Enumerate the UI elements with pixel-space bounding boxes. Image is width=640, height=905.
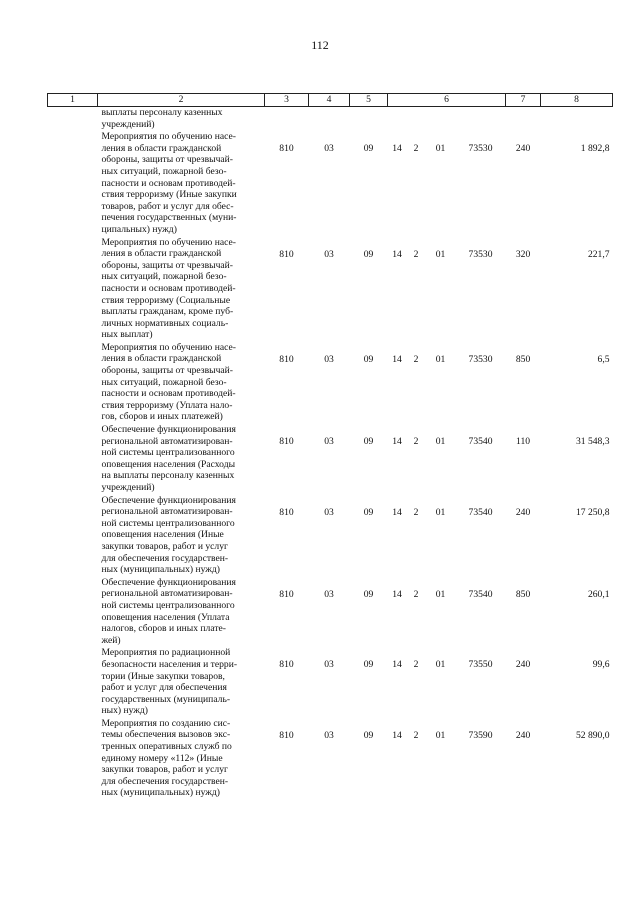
cell-amount: 31 548,3 (575, 436, 610, 448)
cell-program-code: 14 (392, 588, 402, 600)
cell-subsection-code: 09 (363, 353, 374, 365)
cell-section-code: 03 (324, 248, 334, 260)
table-row (48, 494, 613, 576)
cell-col-1 (48, 341, 98, 423)
cell-ministry-code: 810 (279, 436, 294, 448)
cell-ministry-code: 810 (279, 588, 294, 600)
cell-subsection-code: 09 (363, 248, 374, 260)
cell-subprogram-code: 2 (413, 588, 419, 600)
cell-program-code: 14 (392, 506, 402, 518)
cell-subsection-code: 09 (363, 506, 374, 518)
cell-program-code: 14 (392, 353, 402, 365)
cell-name: Обеспечение функционирования региональной автоматизирован- ной системы централизованного оповещения населения (Уплата налогов, сборов и иных плате- жей) (101, 576, 236, 646)
cell-col-1 (48, 236, 98, 341)
cell-main-event-code: 01 (435, 353, 446, 365)
cell-name: Обеспечение функционирования региональной автоматизирован- ной системы централизованного оповещения населения (Расходы на выплаты персоналу казенных учреждений) (101, 424, 236, 493)
cell-program-code: 14 (392, 436, 402, 448)
cell-section-code: 03 (324, 729, 334, 741)
table-row (48, 341, 613, 423)
table-row (48, 576, 613, 647)
table-row (48, 646, 613, 717)
cell-col-1 (48, 130, 98, 235)
cell-col-1 (48, 494, 98, 576)
cell-direction-code: 73540 (468, 506, 493, 518)
cell-expense-type: 240 (515, 729, 531, 741)
header-col-2: 2 (98, 94, 265, 107)
cell-name: Обеспечение функционирования региональной автоматизирован- ной системы централизованного оповещения населения (Иные закупки товаров, работ и услуг для обеспечения государствен- ных (муниципальных) нужд) (101, 494, 236, 576)
cell-col-1 (48, 717, 98, 799)
cell-main-event-code: 01 (435, 506, 446, 518)
cell-direction-code: 73590 (468, 729, 493, 741)
cell-subprogram-code: 2 (413, 436, 419, 448)
cell-ministry-code: 810 (279, 353, 294, 365)
cell-subsection-code: 09 (363, 659, 374, 671)
cell-subprogram-code: 2 (413, 659, 419, 671)
cell-main-event-code: 01 (435, 729, 446, 741)
cell-direction-code: 73540 (468, 588, 493, 600)
cell-main-event-code: 01 (435, 436, 446, 448)
budget-table (47, 93, 613, 799)
continuation-row (48, 107, 613, 131)
cell-subprogram-code: 2 (413, 729, 419, 741)
cell-ministry-code: 810 (279, 248, 294, 260)
cell-program-code: 14 (392, 248, 402, 260)
cell-expense-type: 850 (515, 353, 531, 365)
cell-name: Мероприятия по обучению насе- ления в области гражданской обороны, защиты от чрезвычай- ных ситуаций, пожарной безо- пасности и основам противодей- ствия терроризму (Социальные выплаты гражданам, кроме пуб- личных нормативных социаль- ных выплат) (101, 236, 236, 341)
cell-name: Мероприятия по созданию сис- темы обеспечения вызовов экс- тренных оперативных служб по единому номеру «112» (Иные закупки товаров, работ и услуг для обеспечения государствен- ных (муниципальных) нужд) (101, 717, 232, 799)
cell-ministry-code: 810 (279, 506, 294, 518)
cell-direction-code: 73530 (468, 353, 493, 365)
cell-name: Мероприятия по обучению насе- ления в области гражданской обороны, защиты от чрезвычай- ных ситуаций, пожарной безо- пасности и основам противодей- ствия терроризму (Уплата нало- гов, сборов и иных платежей) (101, 341, 236, 423)
cell-subsection-code: 09 (363, 436, 374, 448)
cell-direction-code: 73540 (468, 436, 493, 448)
cell-col-1 (48, 576, 98, 647)
table-row (48, 717, 613, 799)
cell-subprogram-code: 2 (413, 353, 419, 365)
cell-amount: 6,5 (597, 353, 610, 365)
cell-subsection-code: 09 (363, 588, 374, 600)
cell-direction-code: 73550 (468, 659, 493, 671)
cell-program-code: 14 (392, 729, 402, 741)
cell-expense-type: 850 (515, 588, 531, 600)
page-number: 112 (311, 38, 329, 52)
cell-subprogram-code: 2 (413, 143, 419, 155)
cell-amount: 260,1 (587, 588, 610, 600)
cell-program-code: 14 (392, 143, 402, 155)
cell-expense-type: 240 (515, 659, 531, 671)
cell-amount: 1 892,8 (580, 143, 610, 155)
cell-section-code: 03 (324, 143, 334, 155)
cell-main-event-code: 01 (435, 248, 446, 260)
cell-expense-type: 110 (516, 436, 531, 448)
cell-subprogram-code: 2 (413, 248, 419, 260)
cell-ministry-code: 810 (279, 729, 294, 741)
continuation-text: выплаты персоналу казенных учреждений) (101, 107, 223, 130)
table-row (48, 236, 613, 341)
header-col-3: 3 (265, 94, 309, 107)
cell-section-code: 03 (324, 588, 334, 600)
header-col-8: 8 (541, 94, 613, 107)
cell-section-code: 03 (324, 659, 334, 671)
header-col-6: 6 (388, 94, 506, 107)
header-col-1: 1 (48, 94, 98, 107)
header-row (48, 94, 613, 107)
cell-name: Мероприятия по обучению насе- ления в области гражданской обороны, защиты от чрезвычай- ных ситуаций, пожарной безо- пасности и основам противодей- ствия терроризму (Иные закупки товаров, работ и услуг для обес- печения государственных (муни- ципальных) нужд) (101, 131, 237, 235)
cell-amount: 221,7 (587, 248, 610, 260)
header-col-4: 4 (309, 94, 350, 107)
cell-subsection-code: 09 (363, 729, 374, 741)
header-col-5: 5 (350, 94, 388, 107)
cell-ministry-code: 810 (279, 143, 294, 155)
cell-ministry-code: 810 (279, 659, 294, 671)
table-row (48, 130, 613, 235)
cell-col-1 (48, 423, 98, 494)
cell-amount: 17 250,8 (575, 506, 610, 518)
header-col-7: 7 (506, 94, 541, 107)
cell-section-code: 03 (324, 506, 334, 518)
cell-section-code: 03 (324, 353, 334, 365)
cell-expense-type: 320 (515, 248, 531, 260)
cell-col-1 (48, 646, 98, 717)
cell-section-code: 03 (324, 436, 334, 448)
table-row (48, 423, 613, 494)
cell-main-event-code: 01 (435, 659, 446, 671)
cell-direction-code: 73530 (468, 143, 493, 155)
cell-amount: 99,6 (592, 659, 610, 671)
cell-subsection-code: 09 (363, 143, 374, 155)
cell-program-code: 14 (392, 659, 402, 671)
cell-main-event-code: 01 (435, 143, 446, 155)
cell-direction-code: 73530 (468, 248, 493, 260)
cell-expense-type: 240 (515, 506, 531, 518)
cell-amount: 52 890,0 (575, 729, 610, 741)
cell-subprogram-code: 2 (413, 506, 419, 518)
cell-expense-type: 240 (515, 143, 531, 155)
cell-name: Мероприятия по радиационной безопасности населения и терри- тории (Иные закупки товаров, работ и услуг для обеспечения государственных (муниципаль- ных) нужд) (101, 647, 238, 717)
cell-main-event-code: 01 (435, 588, 446, 600)
